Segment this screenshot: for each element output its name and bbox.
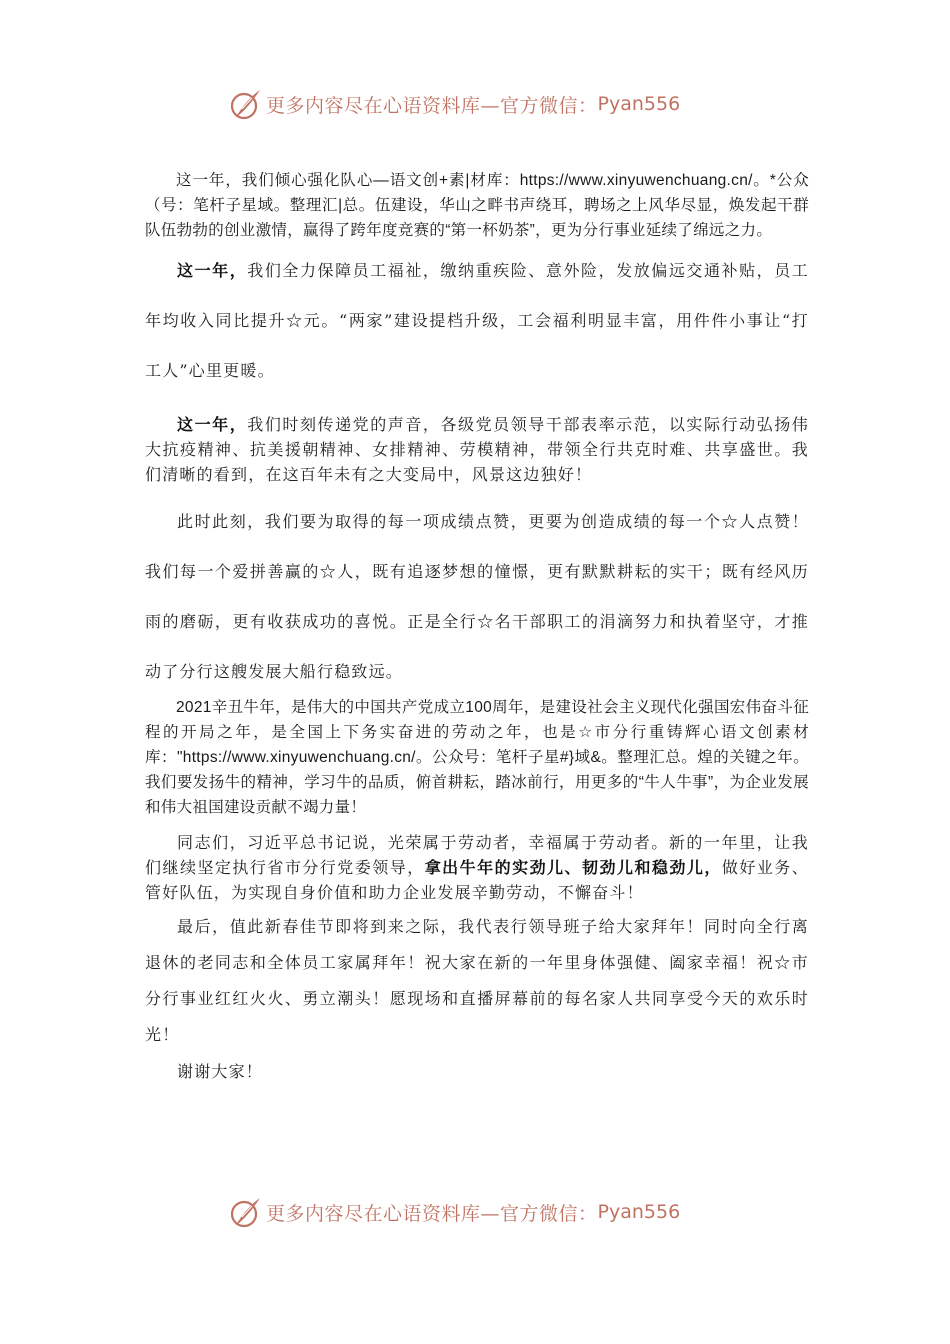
paragraph-3-lead: 这一年， (177, 415, 248, 434)
paragraph-2 (145, 246, 809, 396)
footer-banner-text: 更多内容尽在心语资料库—官方微信： (266, 1202, 598, 1225)
paragraph-7: 最后，值此新春佳节即将到来之际，我代表行领导班子给大家拜年！同时向全行离退休的老同志和全体员工家属拜年！祝大家在新的一年里身体强健、阖家幸福！祝☆市分行事业红红火火、勇立潮头！愿现场和直播屏幕前的每名家人共同享受今天的欢乐时光！ (145, 917, 809, 1044)
paragraph-2-lead: 这一年， (177, 261, 248, 280)
paragraph-5: 2021辛丑牛年，是伟大的中国共产党成立100周年，是建设社会主义现代化强国宏伟奋斗征程的开局之年，是全国上下务实奋进的劳动之年，也是☆市分行重铸辉心语文创素材库："https://www.xinyuwenchuang.cn/。公众号：笔杆子星#}域&。整理汇总。煌的关键之年。我们要发扬牛的精神，学习牛的品质，俯首耕耘，踏冰前行，用更多的“牛人牛事”，为企业发展和伟大祖国建设贡献不竭力量！ (145, 699, 809, 816)
paragraph-8: 谢谢大家！ (177, 1062, 264, 1081)
paragraph-6-text: 同志们，习近平总书记说，光荣属于劳动者，幸福属于劳动者。新的一年里，让我们继续坚定执行省市分行党委领导， (145, 833, 809, 877)
header-banner (0, 84, 950, 124)
feather-pen-logo-icon (228, 87, 262, 121)
header-banner-text: 更多内容尽在心语资料库—官方微信： (266, 94, 598, 117)
document-body (145, 168, 809, 1084)
paragraph-4: 此时此刻，我们要为取得的每一项成绩点赞，更要为创造成绩的每一个☆人点赞！我们每一个爱拼善赢的☆人，既有追逐梦想的憧憬，更有默默耕耘的实干；既有经风历雨的磨砺，更有收获成功的喜悦。正是全行☆名干部职工的涓滴努力和执着坚守，才推动了分行这艘发展大船行稳致远。 (145, 512, 809, 681)
header-wechat-id: Pyan556 (597, 93, 681, 115)
feather-pen-logo-icon (228, 1195, 262, 1229)
footer-banner (0, 1192, 950, 1232)
paragraph-2-text: 我们全力保障员工福祉，缴纳重疾险、意外险，发放偏远交通补贴，员工年均收入同比提升☆元。“两家”建设提档升级，工会福利明显丰富，用件件小事让“打工人”心里更暖。 (145, 261, 809, 380)
paragraph-6-emphasis: 拿出牛年的实劲儿、韧劲儿和稳劲儿， (424, 858, 722, 877)
paragraph-3 (145, 412, 809, 487)
paragraph-1: 这一年，我们倾心强化队心—语文创+素|材库：https://www.xinyuwenchuang.cn/。*公众（号：笔杆子星域。整理汇|总。伍建设，华山之畔书声绕耳，聘场之上风华尽显，焕发起干群队伍勃勃的创业激情，赢得了跨年度竞赛的“第一杯奶茶”，更为分行事业延续了绵远之力。 (145, 172, 809, 239)
paragraph-6-text-end: 做好业务、管好队伍，为实现自身价值和助力企业发展辛勤劳动，不懈奋斗！ (145, 858, 809, 902)
paragraph-3-text: 我们时刻传递党的声音，各级党员领导干部表率示范，以实际行动弘扬伟大抗疫精神、抗美援朝精神、女排精神、劳模精神，带领全行共克时难、共享盛世。我们清晰的看到，在这百年未有之大变局中，风景这边独好！ (145, 415, 809, 484)
footer-wechat-id: Pyan556 (597, 1201, 681, 1223)
paragraph-6 (145, 830, 809, 905)
